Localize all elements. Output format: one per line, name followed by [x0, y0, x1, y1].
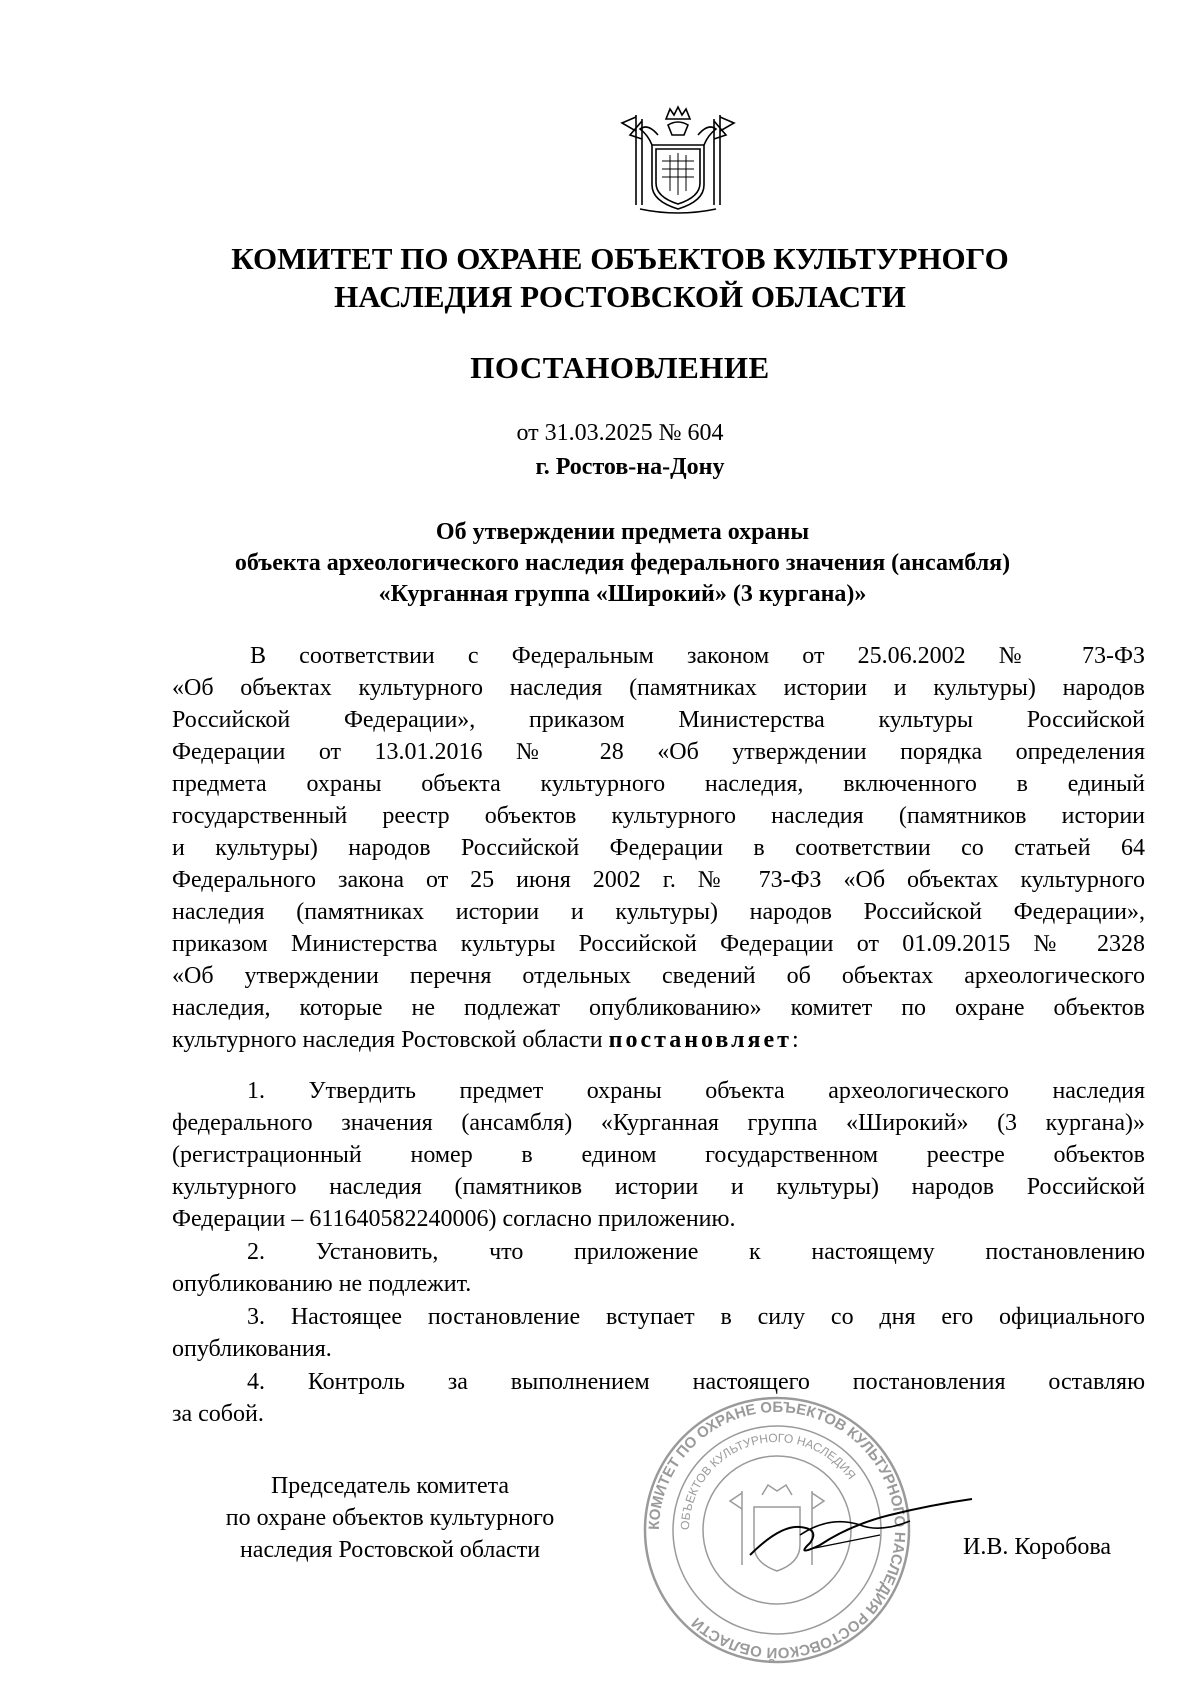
date-and-number: от 31.03.2025 № 604	[516, 420, 724, 446]
title-line-3: «Курганная группа «Широкий» (3 кургана)»	[378, 581, 867, 607]
preamble-line: «Об объектах культурного наследия (памятниках истории и культуры) народов	[172, 675, 1145, 701]
preamble-line: и культуры) народов Российской Федерации в соответствии со статьей 64	[172, 835, 1145, 861]
item-line: опубликования.	[172, 1336, 332, 1362]
item-line: 1. Утвердить предмет охраны объекта археологического наследия	[247, 1078, 1145, 1104]
city: г. Ростов-на-Дону	[535, 454, 725, 480]
seal-inner-text: ОБЪЕКТОВ КУЛЬТУРНОГО НАСЛЕДИЯ	[677, 1430, 859, 1531]
preamble-line: Российской Федерации», приказом Министерства культуры Российской	[172, 707, 1145, 733]
signatory-name: И.В. Коробова	[963, 1534, 1112, 1560]
document-type: ПОСТАНОВЛЕНИЕ	[470, 350, 770, 385]
preamble-line: предмета охраны объекта культурного наследия, включенного в единый	[172, 771, 1145, 797]
seal-outer-text: КОМИТЕТ ПО ОХРАНЕ ОБЪЕКТОВ КУЛЬТУРНОГО НАСЛЕДИЯ РОСТОВСКОЙ ОБЛАСТИ	[645, 1398, 909, 1662]
position-line-3: наследия Ростовской области	[239, 1537, 541, 1563]
title-line-1: Об утверждении предмета охраны	[435, 519, 810, 545]
preamble-last-line	[172, 1024, 1145, 1056]
document-title	[170, 517, 1075, 610]
decision-word: постановляет	[608, 1027, 792, 1053]
preamble-line: наследия, которые не подлежат опубликованию» комитет по охране объектов	[172, 995, 1145, 1021]
preamble-line: приказом Министерства культуры Российской Федерации от 01.09.2015 № 2328	[172, 931, 1145, 957]
coat-of-arms-icon	[618, 105, 738, 217]
handwritten-signature-icon	[740, 1485, 980, 1565]
org-line-2: НАСЛЕДИЯ РОСТОВСКОЙ ОБЛАСТИ	[334, 279, 906, 314]
preamble-last-line-end: :	[791, 1027, 799, 1053]
item-line: опубликованию не подлежит.	[172, 1271, 472, 1297]
preamble-line: Федерального закона от 25 июня 2002 г. № 73-ФЗ «Об объектах культурного	[172, 867, 1145, 893]
issuing-authority	[180, 240, 1060, 316]
preamble-line: государственный реестр объектов культурного наследия (памятников истории	[172, 803, 1145, 829]
item-1	[172, 1075, 1145, 1235]
preamble-line: В соответствии с Федеральным законом от 25.06.2002 № 73-ФЗ	[250, 643, 1145, 669]
item-line: 2. Установить, что приложение к настоящему постановлению	[247, 1239, 1145, 1265]
position-line-2: по охране объектов культурного	[225, 1505, 555, 1531]
item-line: за собой.	[172, 1401, 264, 1427]
item-line: (регистрационный номер в едином государственном реестре объектов	[172, 1142, 1145, 1168]
preamble-line: Федерации от 13.01.2016 № 28 «Об утверждении порядка определения	[172, 739, 1145, 765]
preamble-line: наследия (памятниках истории и культуры) народов Российской Федерации»,	[172, 899, 1145, 925]
item-line: 3. Настоящее постановление вступает в силу со дня его официального	[247, 1304, 1145, 1330]
preamble-last-line-start: культурного наследия Ростовской области	[172, 1027, 609, 1053]
item-2	[172, 1236, 1145, 1300]
signatory-position	[175, 1470, 605, 1566]
item-line: культурного наследия (памятников истории и культуры) народов Российской	[172, 1174, 1145, 1200]
org-line-1: КОМИТЕТ ПО ОХРАНЕ ОБЪЕКТОВ КУЛЬТУРНОГО	[231, 241, 1009, 276]
item-line: Федерации – 611640582240006) согласно приложению.	[172, 1206, 736, 1232]
item-line: 4. Контроль за выполнением настоящего постановления оставляю	[247, 1369, 1145, 1395]
position-line-1: Председатель комитета	[270, 1473, 510, 1499]
title-line-2: объекта археологического наследия федерального значения (ансамбля)	[234, 550, 1011, 576]
item-line: федерального значения (ансамбля) «Курганная группа «Широкий» (3 кургана)»	[172, 1110, 1145, 1136]
preamble-line: «Об утверждении перечня отдельных сведений об объектах археологического	[172, 963, 1145, 989]
item-3	[172, 1301, 1145, 1365]
preamble-paragraph	[172, 640, 1145, 1056]
